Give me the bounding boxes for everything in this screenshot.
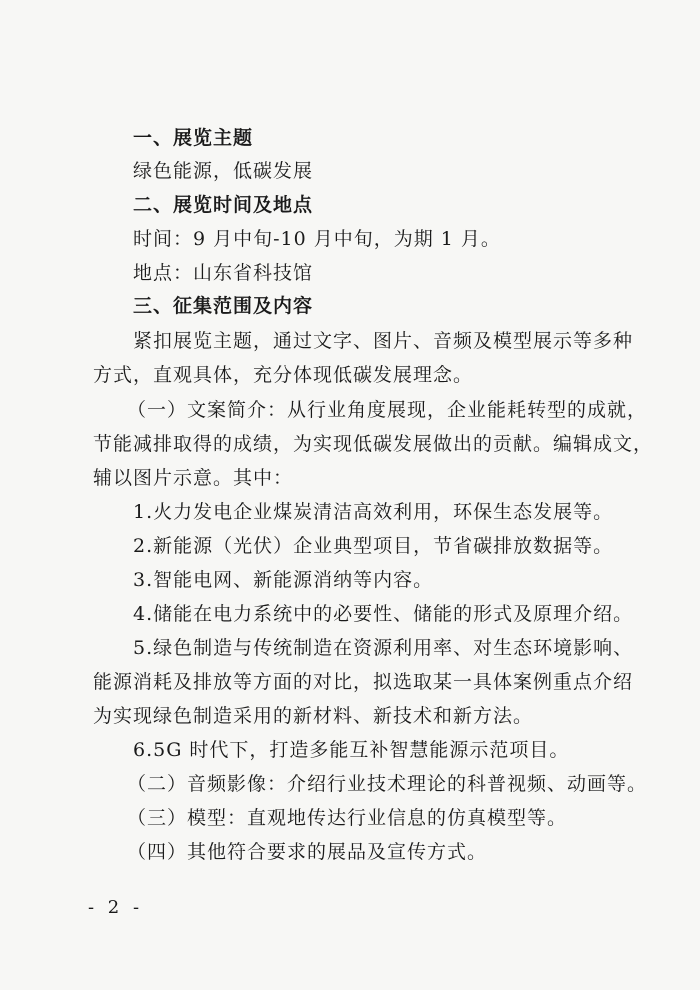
section-3-part4: （四）其他符合要求的展品及宣传方式。 (127, 841, 488, 863)
list-item-5-line2: 能源消耗及排放等方面的对比，拟选取某一具体案例重点介绍 (93, 671, 634, 693)
section-3-heading: 三、征集范围及内容 (133, 295, 314, 317)
section-3-part1-line2: 节能减排取得的成绩，为实现低碳发展做出的贡献。编辑成文， (93, 433, 654, 455)
list-item-2: 2.新能源（光伏）企业典型项目，节省碳排放数据等。 (133, 535, 614, 557)
list-item-5-line1: 5.绿色制造与传统制造在资源利用率、对生态环境影响、 (133, 637, 634, 659)
list-item-4: 4.储能在电力系统中的必要性、储能的形式及原理介绍。 (133, 603, 634, 625)
list-item-1: 1.火力发电企业煤炭清洁高效利用，环保生态发展等。 (133, 501, 614, 523)
section-1-text: 绿色能源，低碳发展 (133, 160, 314, 182)
list-item-5-line3: 为实现绿色制造采用的新材料、新技术和新方法。 (93, 705, 534, 727)
page-number: - 2 - (88, 897, 144, 918)
section-1-heading: 一、展览主题 (133, 127, 254, 149)
list-item-6: 6.5G 时代下，打造多能互补智慧能源示范项目。 (133, 739, 570, 761)
section-2-heading: 二、展览时间及地点 (133, 194, 314, 216)
section-3-part1-line1: （一）文案简介：从行业角度展现，企业能耗转型的成就， (127, 399, 648, 421)
section-3-part1-line3: 辅以图片示意。其中： (93, 467, 294, 489)
section-3-intro-line1: 紧扣展览主题，通过文字、图片、音频及模型展示等多种 (133, 330, 634, 352)
section-2-time: 时间：9 月中旬-10 月中旬，为期 1 月。 (133, 228, 501, 250)
list-item-3: 3.智能电网、新能源消纳等内容。 (133, 569, 434, 591)
section-2-place: 地点：山东省科技馆 (133, 262, 314, 284)
section-3-part2: （二）音频影像：介绍行业技术理论的科普视频、动画等。 (127, 773, 648, 795)
section-3-intro-line2: 方式，直观具体，充分体现低碳发展理念。 (93, 364, 474, 386)
section-3-part3: （三）模型：直观地传达行业信息的仿真模型等。 (127, 807, 568, 829)
